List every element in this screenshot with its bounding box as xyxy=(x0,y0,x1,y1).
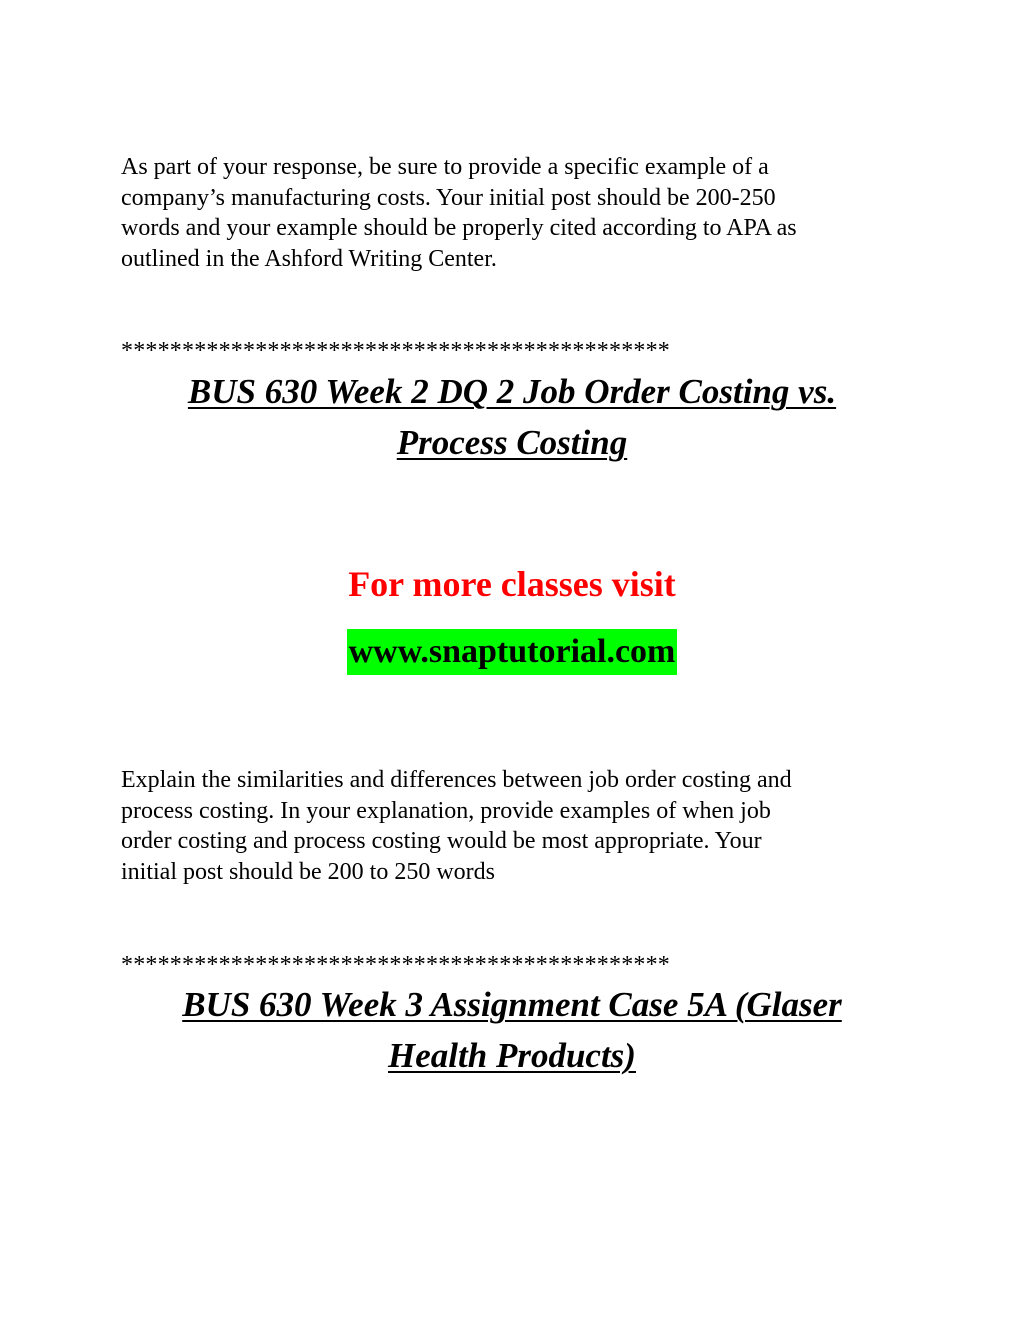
separator-1: ********************************************* xyxy=(121,338,670,364)
snaptutorial-link[interactable]: www.snaptutorial.com xyxy=(347,629,678,675)
heading-2-line-1-text: BUS 630 Week 3 Assignment Case 5A (Glaser xyxy=(182,985,842,1024)
promo-text: For more classes visit xyxy=(348,564,676,604)
intro-paragraph xyxy=(121,152,911,274)
body-paragraph xyxy=(121,765,911,887)
heading-1-line-2 xyxy=(100,417,924,468)
body-line-2: process costing. In your explanation, provide examples of when job xyxy=(121,797,771,824)
body-line-1: Explain the similarities and differences between job order costing and xyxy=(121,767,792,793)
heading-week3-assignment[interactable] xyxy=(100,979,924,1081)
intro-line-2: company’s manufacturing costs. Your initial post should be 200-250 xyxy=(121,184,776,211)
heading-1-line-1 xyxy=(100,366,924,417)
heading-2-line-2-text: Health Products) xyxy=(388,1036,636,1075)
intro-line-1: As part of your response, be sure to provide a specific example of a xyxy=(121,154,769,180)
promo-link-row xyxy=(100,629,924,675)
intro-line-3: words and your example should be properly cited according to APA as xyxy=(121,215,797,241)
body-line-3: order costing and process costing would be most appropriate. Your xyxy=(121,828,762,854)
separator-2: ********************************************* xyxy=(121,952,670,978)
heading-week2-dq2[interactable] xyxy=(100,366,924,468)
body-line-4: initial post should be 200 to 250 words xyxy=(121,858,495,885)
intro-line-4: outlined in the Ashford Writing Center. xyxy=(121,245,497,272)
heading-1-line-2-text: Process Costing xyxy=(396,423,628,462)
heading-1-line-1-text: BUS 630 Week 2 DQ 2 Job Order Costing vs. xyxy=(187,372,837,411)
heading-2-line-1 xyxy=(100,979,924,1030)
heading-2-line-2 xyxy=(100,1030,924,1081)
